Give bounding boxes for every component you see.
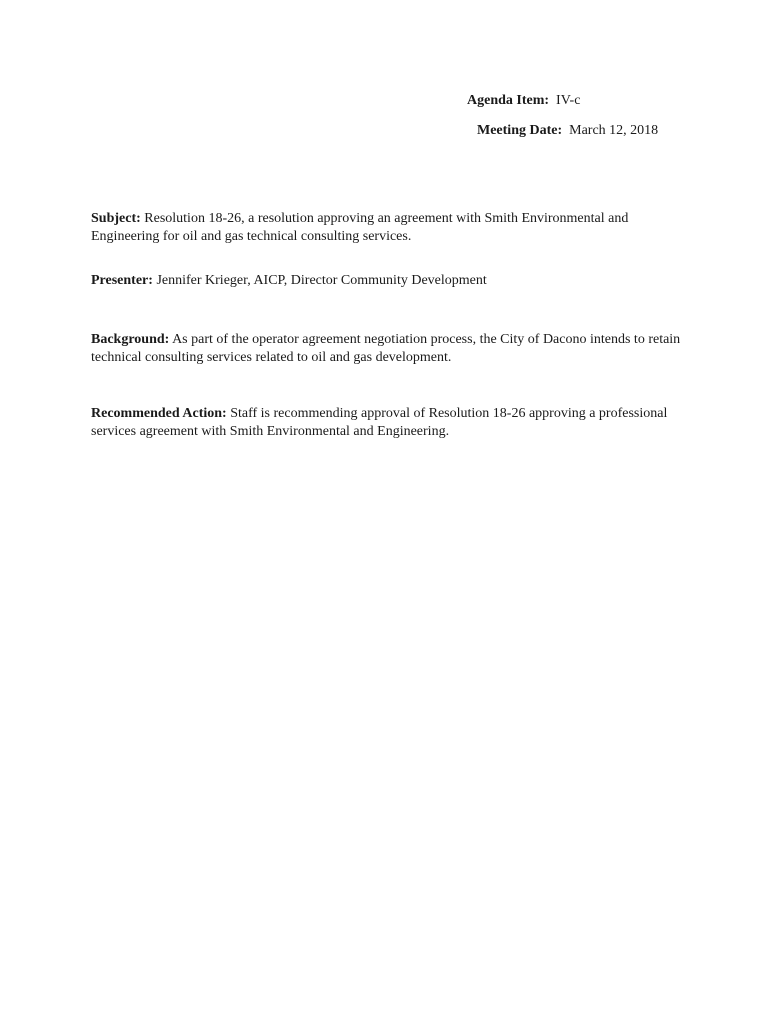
recommended-action-paragraph [91, 405, 691, 441]
presenter-label: Presenter: [91, 273, 153, 288]
background-label: Background: [91, 332, 170, 347]
agenda-item-line [467, 92, 580, 110]
subject-paragraph [91, 210, 691, 246]
recommended-action-text: Staff is recommending approval of Resolution 18-26 approving a professional services agreement with Smith Environmental and Engineering. [91, 406, 668, 439]
recommended-action-label: Recommended Action: [91, 406, 227, 421]
background-paragraph [91, 331, 691, 367]
subject-label: Subject: [91, 211, 141, 226]
meeting-date-label: Meeting Date: [477, 123, 563, 138]
presenter-paragraph [91, 272, 691, 290]
presenter-text: Jennifer Krieger, AICP, Director Community Development [156, 273, 487, 288]
background-text: As part of the operator agreement negotiation process, the City of Dacono intends to retain technical consulting services related to oil and gas development. [91, 332, 681, 365]
agenda-item-value: IV-c [556, 93, 581, 108]
subject-text: Resolution 18-26, a resolution approving an agreement with Smith Environmental and Engineering for oil and gas technical consulting services. [91, 211, 629, 244]
agenda-item-label: Agenda Item: [467, 93, 550, 108]
meeting-date-value: March 12, 2018 [569, 123, 659, 138]
meeting-date-line [477, 122, 658, 140]
